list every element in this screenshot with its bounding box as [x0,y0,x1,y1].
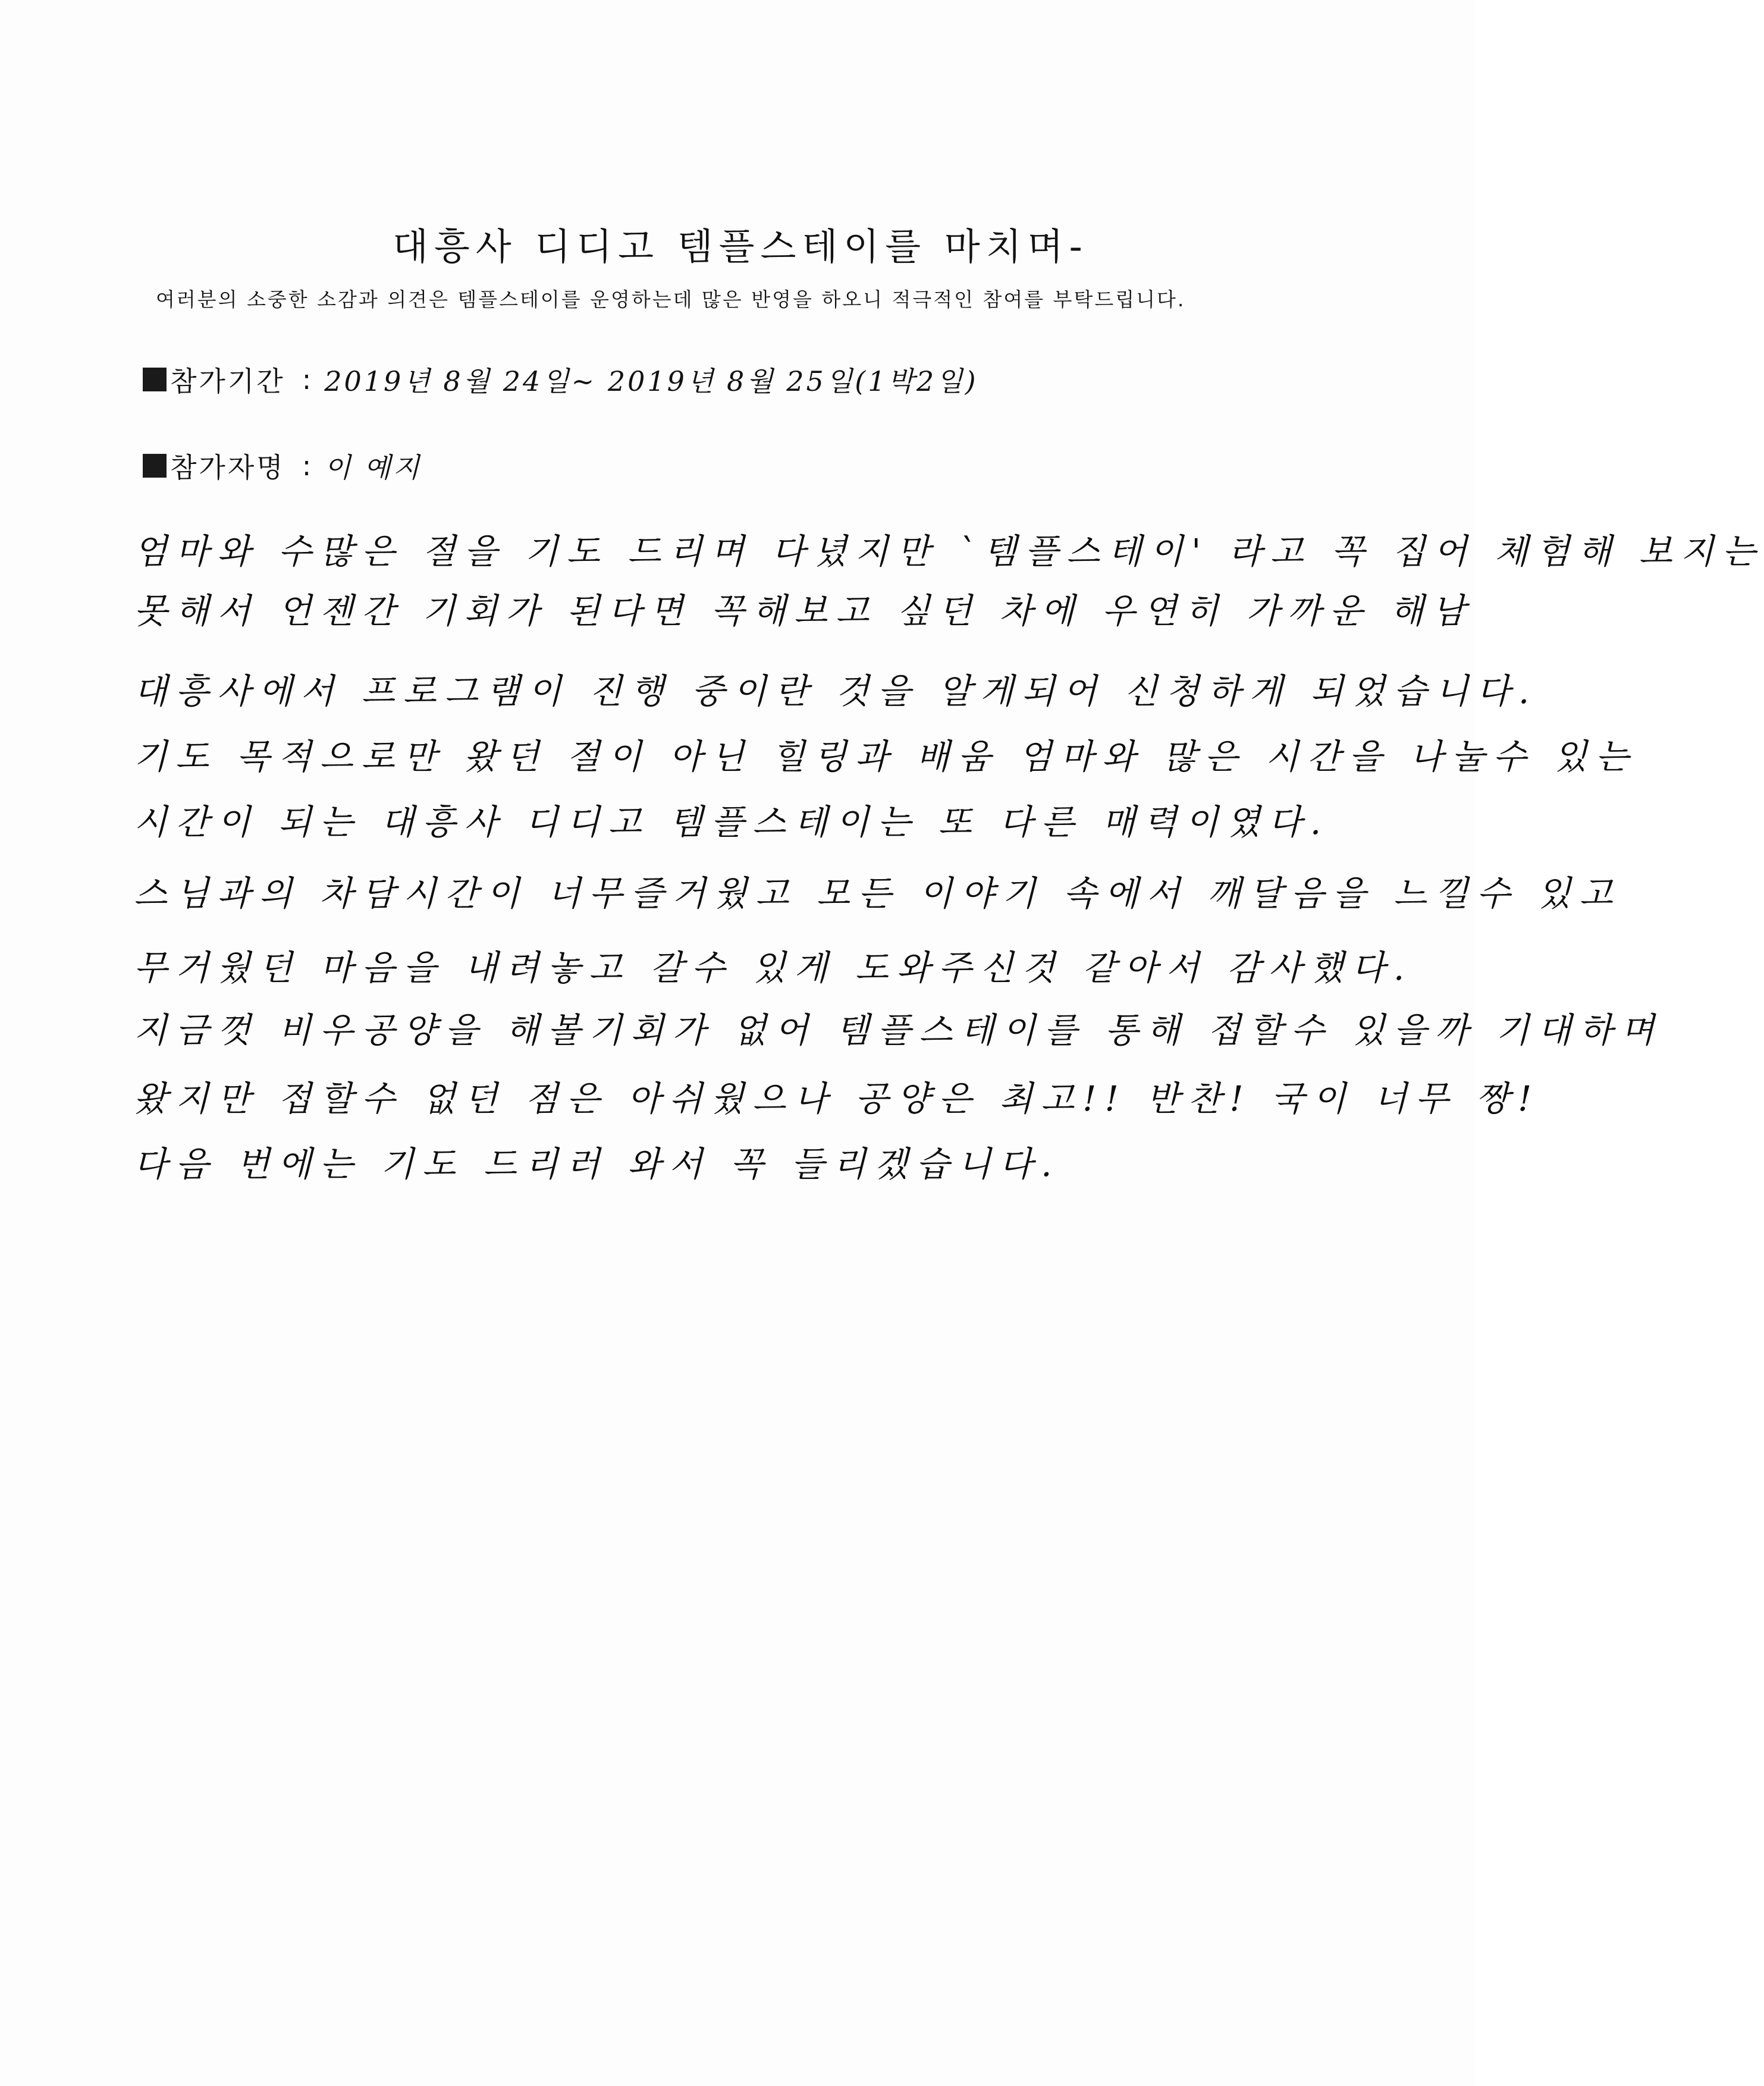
body-line: 다음 번에는 기도 드리러 와서 꼭 들리겠습니다. [134,1144,1060,1184]
participant-field [143,446,422,485]
document-title: 대흥사 디디고 템플스테이를 마치며- [393,225,1088,268]
body-line: 대흥사에서 프로그램이 진행 중이란 것을 알게되어 신청하게 되었습니다. [134,671,1538,711]
body-line: 스님과의 차담시간이 너무즐거웠고 모든 이야기 속에서 깨달음을 느낄수 있고 [134,873,1621,914]
body-line: 왔지만 접할수 없던 점은 아쉬웠으나 공양은 최고!! 반찬! 국이 너무 짱! [134,1078,1540,1119]
body-line: 무거웠던 마음을 내려놓고 갈수 있게 도와주신것 같아서 감사했다. [134,948,1413,988]
participant-value: 이 예지 [324,451,422,484]
document-subtitle: 여러분의 소중한 소감과 의견은 템플스테이를 운영하는데 많은 반영을 하오니 적극적인 참여를 부탁드립니다. [156,288,1186,311]
participant-label: 참가자명 [170,451,285,484]
body-line: 시간이 되는 대흥사 디디고 템플스테이는 또 다른 매력이였다. [134,802,1330,842]
body-line: 못해서 언젠간 기회가 된다면 꼭해보고 싶던 차에 우연히 가까운 해남 [134,591,1474,631]
body-line: 지금껏 비우공양을 해볼기회가 없어 템플스테이를 통해 접할수 있을까 기대하며 [134,1010,1663,1050]
period-field [143,360,978,399]
participant-separator: : [302,450,312,482]
period-label: 참가기간 [170,365,285,397]
body-line: 엄마와 수많은 절을 기도 드리며 다녔지만 `템플스테이' 라고 꼭 집어 체험해 보지는 [134,531,1764,572]
square-bullet-icon [143,454,167,478]
period-separator: : [302,363,312,396]
body-line: 기도 목적으로만 왔던 절이 아닌 힐링과 배움 엄마와 많은 시간을 나눌수 있는 [134,736,1637,777]
period-value: 2019년 8월 24일~ 2019년 8월 25일(1박2일) [324,365,978,397]
square-bullet-icon [143,368,167,391]
